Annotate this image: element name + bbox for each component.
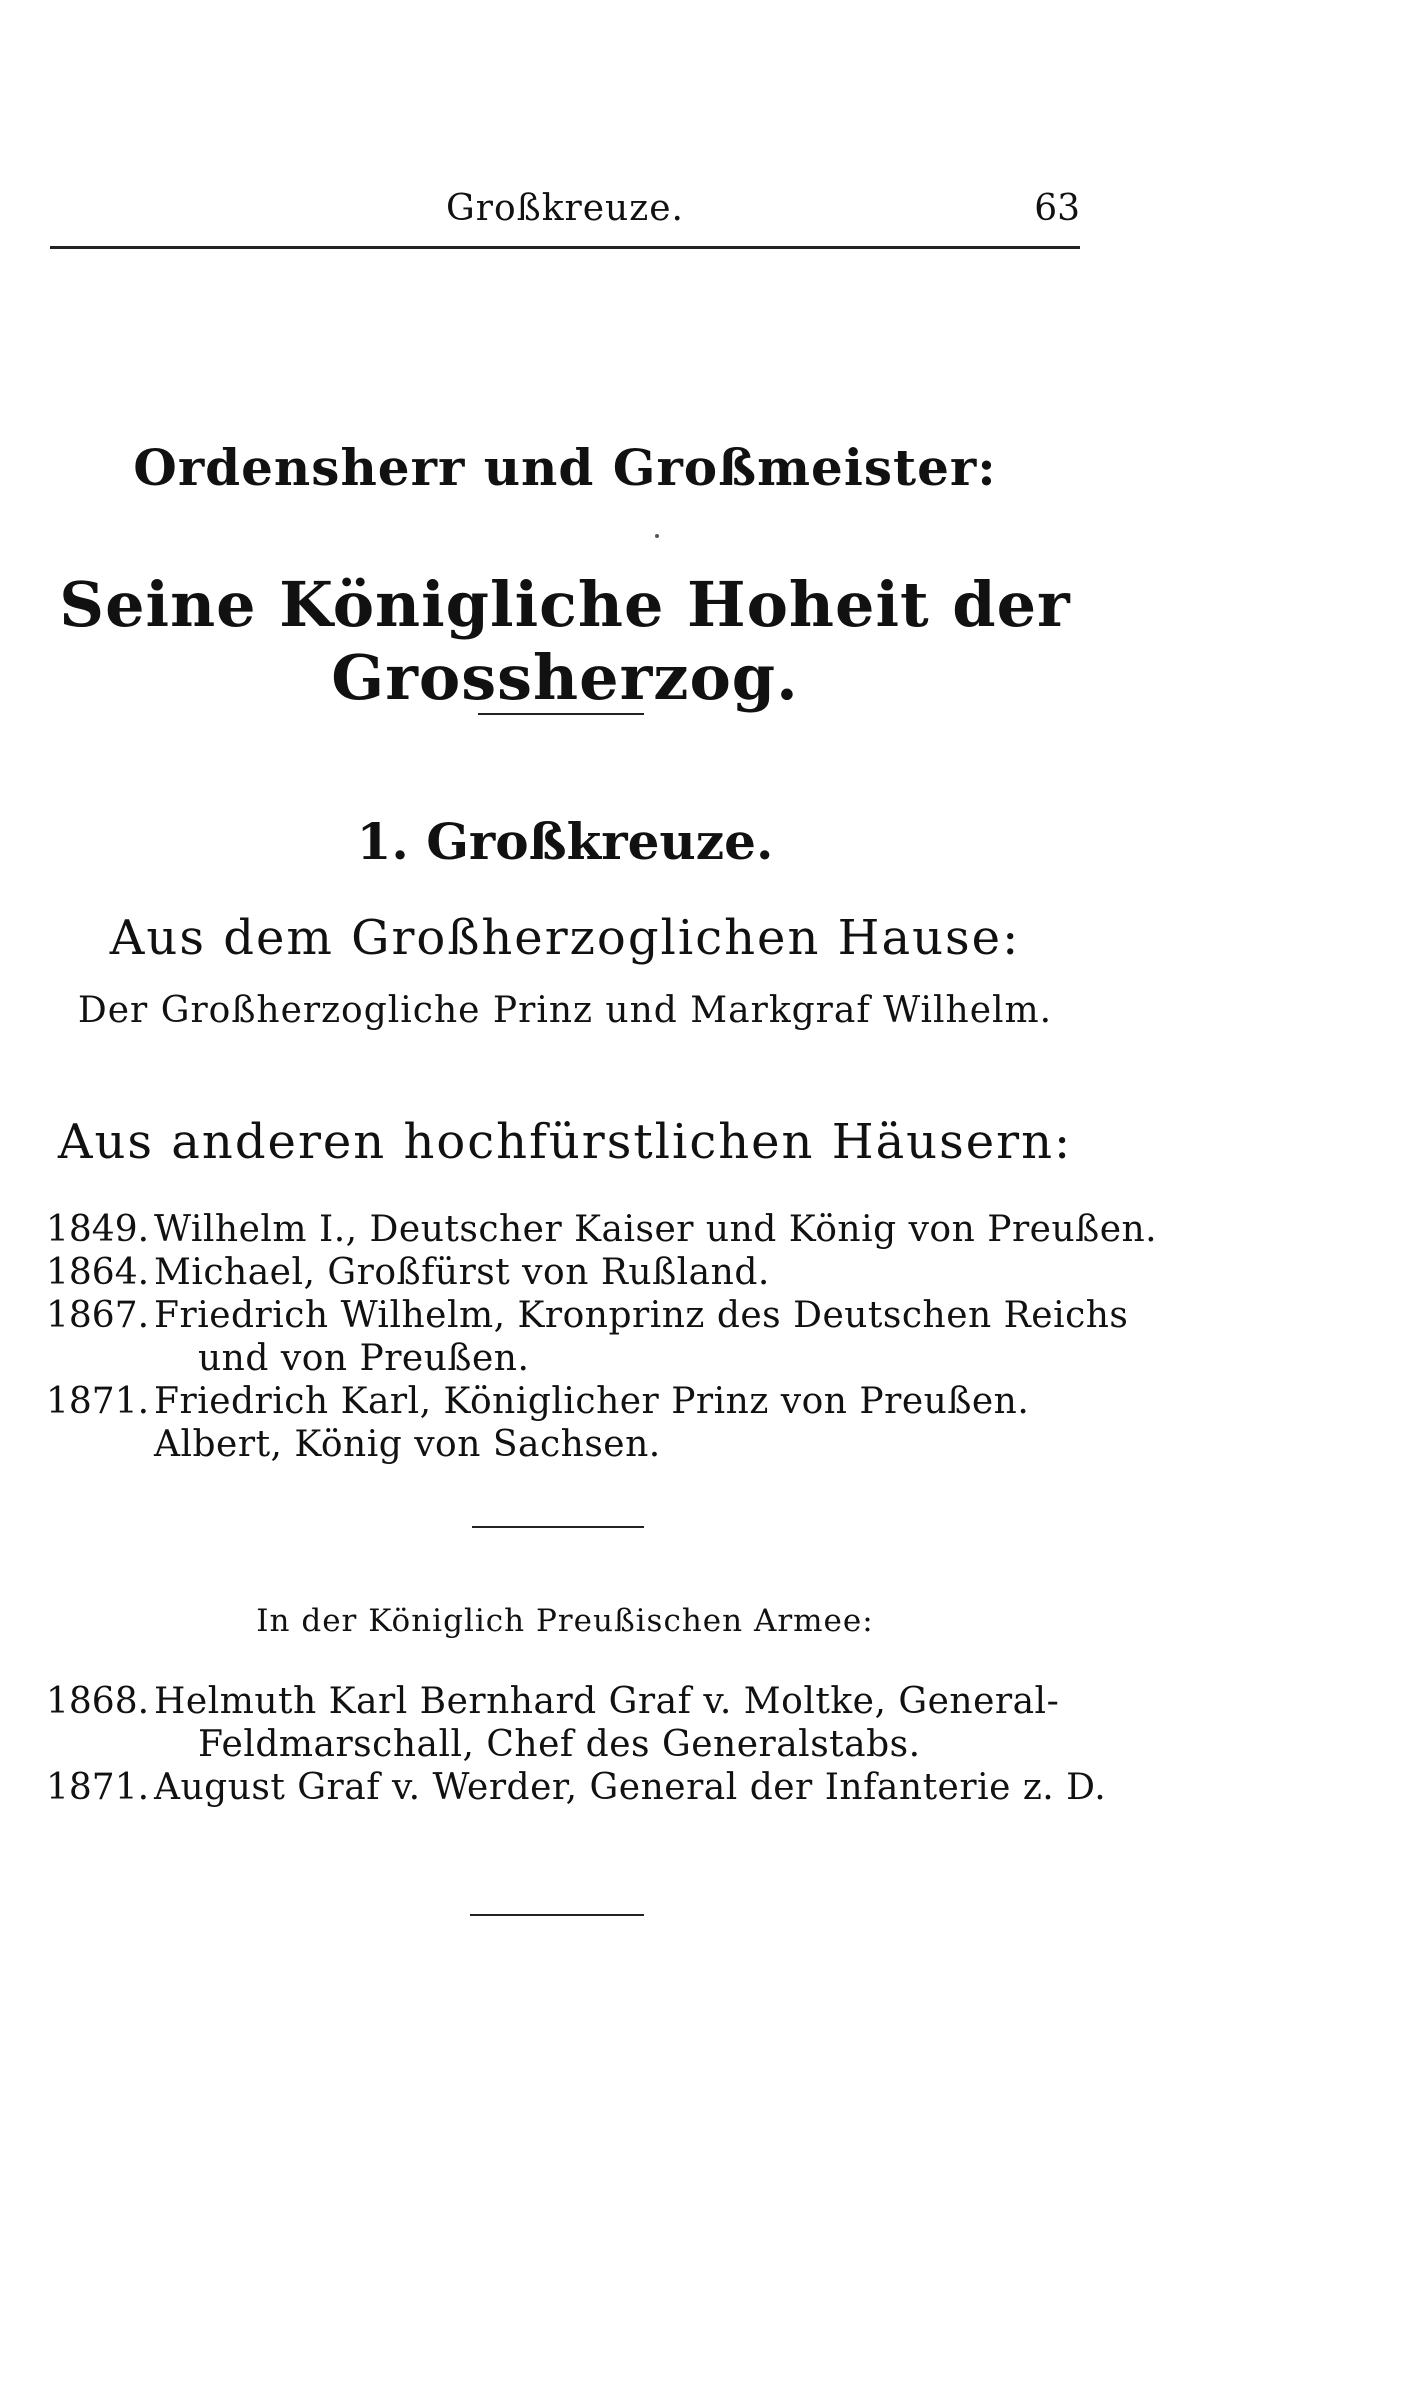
entry-text-continued: und von Preußen. (198, 1338, 530, 1379)
list-item (46, 1680, 1086, 1766)
ink-speck (655, 534, 659, 538)
army-list (46, 1680, 1107, 1809)
list-item (46, 1380, 1086, 1423)
list-item (46, 1251, 1086, 1294)
running-head (50, 188, 1080, 238)
entry-text: Wilhelm I., Deutscher Kaiser und König von Preußen. (154, 1209, 1158, 1250)
entry-text: Friedrich Karl, Königlicher Prinz von Preußen. (154, 1381, 1030, 1422)
section-divider (470, 1914, 644, 1916)
header-rule (50, 246, 1080, 249)
other-houses-heading: Aus anderen hochfürstlichen Häusern: (57, 1114, 1073, 1170)
entry-year: 1864. (46, 1252, 150, 1293)
entry-text: Friedrich Wilhelm, Kronprinz des Deutschen Reichs (154, 1295, 1129, 1336)
entry-text: August Graf v. Werder, General der Infanterie z. D. (154, 1767, 1107, 1808)
entry-year: 1868. (46, 1681, 150, 1722)
section-title: 1. Großkreuze. (356, 812, 774, 871)
list-item (46, 1766, 1107, 1809)
list-item (46, 1294, 1129, 1380)
page-number: 63 (1034, 188, 1080, 229)
entry-year: 1849. (46, 1209, 150, 1250)
running-title: Großkreuze. (446, 188, 684, 229)
entry-year: 1871. (46, 1381, 150, 1422)
order-label: Ordensherr und Großmeister: (133, 438, 997, 497)
entry-year: 1871. (46, 1767, 150, 1808)
entry-year: 1867. (46, 1295, 150, 1336)
entry-text: Helmuth Karl Bernhard Graf v. Moltke, General- (154, 1681, 1060, 1722)
section-divider (472, 1526, 644, 1528)
other-houses-list (46, 1208, 1158, 1466)
section-divider (478, 713, 644, 715)
entry-text-continued: Feldmarschall, Chef des Generalstabs. (198, 1724, 921, 1765)
list-item (46, 1208, 1158, 1251)
house-member: Der Großherzogliche Prinz und Markgraf Wilhelm. (77, 990, 1053, 1031)
house-heading: Aus dem Großherzoglichen Hause: (109, 910, 1021, 966)
list-item (46, 1423, 1086, 1466)
grandmaster-title: Seine Königliche Hoheit der Grossherzog. (59, 568, 1071, 714)
army-heading: In der Königlich Preußischen Armee: (256, 1603, 874, 1639)
entry-text: Michael, Großfürst von Rußland. (154, 1252, 770, 1293)
entry-text: Albert, König von Sachsen. (154, 1424, 661, 1465)
